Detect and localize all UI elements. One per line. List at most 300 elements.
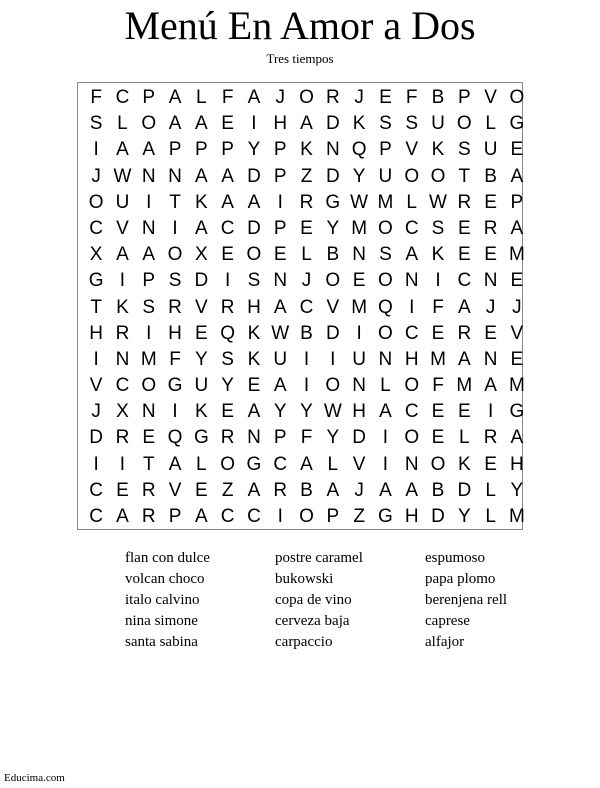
grid-cell[interactable]: E	[300, 217, 313, 239]
grid-cell[interactable]: O	[378, 217, 393, 239]
grid-cell[interactable]: A	[457, 296, 471, 318]
grid-cell[interactable]: M	[508, 375, 525, 397]
grid-cell[interactable]: X	[194, 244, 208, 266]
grid-cell[interactable]: W	[429, 191, 447, 213]
grid-cell[interactable]: V	[194, 296, 208, 318]
grid-cell[interactable]: O	[430, 453, 446, 475]
word-column	[275, 548, 425, 653]
grid-cell[interactable]: D	[325, 322, 340, 344]
grid-row	[83, 399, 530, 425]
grid-cell[interactable]: L	[485, 506, 496, 527]
grid-row	[83, 137, 530, 163]
grid-cell[interactable]: A	[379, 401, 392, 423]
grid-cell[interactable]: A	[142, 139, 156, 161]
grid-cell[interactable]: R	[115, 322, 130, 344]
grid-cell[interactable]: V	[168, 479, 182, 501]
grid-cell[interactable]: K	[247, 322, 261, 344]
grid-cell[interactable]: J	[301, 270, 312, 292]
grid-cell[interactable]: K	[431, 139, 445, 161]
grid-cell[interactable]: I	[224, 270, 231, 292]
grid-cell[interactable]: B	[431, 479, 445, 501]
grid-cell[interactable]: I	[93, 348, 99, 370]
grid-cell[interactable]: C	[404, 217, 419, 239]
grid-cell[interactable]: M	[351, 217, 368, 239]
grid-cell[interactable]: S	[89, 113, 103, 135]
grid-cell[interactable]: H	[247, 296, 261, 318]
grid-cell[interactable]: V	[116, 217, 129, 239]
grid-cell[interactable]: B	[326, 244, 340, 266]
grid-cell[interactable]: O	[404, 427, 420, 449]
grid-cell[interactable]: R	[168, 296, 182, 318]
grid-cell[interactable]: D	[194, 270, 209, 292]
grid-cell[interactable]: R	[220, 296, 235, 318]
grid-cell[interactable]: O	[509, 87, 525, 108]
grid-cell[interactable]: V	[326, 296, 340, 318]
grid-cell[interactable]: E	[431, 401, 445, 423]
grid-cell[interactable]: A	[510, 165, 524, 187]
grid-cell[interactable]: I	[93, 139, 99, 161]
grid-cell[interactable]: N	[352, 244, 366, 266]
grid-cell[interactable]: K	[116, 296, 129, 318]
grid-cell[interactable]: K	[194, 401, 208, 423]
grid-cell[interactable]: O	[167, 244, 183, 266]
grid-cell[interactable]: Y	[247, 139, 261, 161]
grid-cell[interactable]: E	[510, 348, 524, 370]
grid-cell[interactable]: M	[140, 348, 157, 370]
grid-cell[interactable]: J	[275, 87, 285, 108]
grid-cell[interactable]: I	[435, 270, 441, 292]
grid-cell[interactable]: N	[404, 270, 419, 292]
grid-cell[interactable]: U	[273, 348, 288, 370]
grid-cell[interactable]: H	[404, 348, 419, 370]
grid-cell[interactable]: C	[89, 479, 104, 501]
grid-cell[interactable]: O	[325, 375, 341, 397]
grid-cell[interactable]: L	[485, 479, 496, 501]
grid-cell[interactable]: A	[300, 453, 313, 475]
grid-cell[interactable]: O	[325, 270, 341, 292]
grid-cell[interactable]: D	[247, 217, 261, 239]
grid-cell[interactable]: N	[168, 165, 182, 187]
grid-row	[83, 478, 530, 504]
grid-cell[interactable]: H	[352, 401, 366, 423]
grid-cell[interactable]: J	[485, 296, 496, 318]
grid-cell[interactable]: B	[300, 322, 313, 344]
grid-cell[interactable]: L	[406, 191, 417, 213]
grid-cell[interactable]: P	[273, 139, 287, 161]
grid-cell[interactable]: K	[431, 244, 445, 266]
grid-cell[interactable]: A	[142, 244, 156, 266]
grid-cell[interactable]: T	[142, 453, 155, 475]
grid-cell[interactable]: F	[169, 348, 181, 370]
grid-cell[interactable]: R	[457, 191, 472, 213]
grid-cell[interactable]: D	[89, 427, 104, 449]
grid-cell[interactable]: A	[405, 244, 419, 266]
grid-cell[interactable]: O	[88, 191, 104, 213]
grid-cell[interactable]: C	[220, 506, 235, 527]
grid-cell[interactable]: I	[487, 401, 494, 423]
grid-cell[interactable]: A	[273, 296, 287, 318]
grid-cell[interactable]: O	[404, 165, 420, 187]
grid-cell[interactable]: L	[380, 375, 391, 397]
grid-cell[interactable]: I	[277, 506, 283, 527]
grid-cell[interactable]: I	[409, 296, 415, 318]
grid-cell[interactable]: M	[508, 506, 525, 527]
grid-cell[interactable]: D	[352, 427, 366, 449]
grid-cell[interactable]: A	[457, 348, 471, 370]
grid-cell[interactable]: I	[172, 401, 178, 423]
grid-cell[interactable]: R	[483, 217, 498, 239]
grid-cell[interactable]: I	[251, 113, 257, 135]
grid-cell[interactable]: M	[430, 348, 446, 370]
grid-cell[interactable]: E	[142, 427, 156, 449]
grid-cell[interactable]: T	[90, 296, 102, 318]
grid-cell[interactable]: D	[325, 113, 340, 135]
grid-cell[interactable]: C	[115, 87, 130, 108]
grid-cell[interactable]: C	[247, 506, 261, 527]
grid-cell[interactable]: P	[142, 87, 156, 108]
grid-cell[interactable]: A	[510, 427, 524, 449]
grid-cell[interactable]: A	[247, 191, 261, 213]
grid-cell[interactable]: N	[247, 427, 261, 449]
grid-cell[interactable]: R	[115, 427, 130, 449]
grid-cell[interactable]: L	[459, 427, 470, 449]
grid-cell[interactable]: S	[431, 217, 445, 239]
grid-cell[interactable]: L	[196, 87, 207, 108]
grid-cell[interactable]: F	[432, 375, 444, 397]
grid-cell[interactable]: N	[141, 401, 156, 423]
grid-cell[interactable]: E	[352, 270, 366, 292]
grid-cell[interactable]: W	[350, 191, 369, 213]
grid-cell[interactable]: C	[457, 270, 472, 292]
grid-cell[interactable]: K	[457, 453, 471, 475]
grid-cell[interactable]: X	[116, 401, 129, 423]
grid-cell[interactable]: E	[273, 244, 287, 266]
grid-cell[interactable]: L	[196, 453, 207, 475]
grid-cell[interactable]: P	[457, 87, 471, 108]
grid-cell[interactable]: K	[247, 348, 261, 370]
grid-cell[interactable]: J	[512, 296, 522, 318]
grid-cell[interactable]: O	[430, 165, 446, 187]
grid-cell[interactable]: A	[379, 479, 392, 501]
grid-cell[interactable]: L	[117, 113, 128, 135]
grid-cell[interactable]: O	[378, 322, 393, 344]
grid-cell[interactable]: B	[484, 165, 497, 187]
grid-cell[interactable]: P	[510, 191, 524, 213]
grid-cell[interactable]: F	[300, 427, 313, 449]
grid-cell[interactable]: Y	[510, 479, 524, 501]
grid-cell[interactable]: U	[115, 191, 130, 213]
grid-cell[interactable]: E	[431, 427, 445, 449]
grid-cell[interactable]: O	[220, 453, 236, 475]
grid-cell[interactable]: A	[168, 453, 182, 475]
grid-cell[interactable]: V	[405, 139, 419, 161]
grid-cell[interactable]: I	[356, 322, 362, 344]
grid-cell[interactable]: Q	[220, 322, 236, 344]
grid-cell[interactable]: S	[457, 139, 471, 161]
grid-cell[interactable]: A	[116, 139, 129, 161]
grid-cell[interactable]: W	[113, 165, 132, 187]
grid-cell[interactable]: Y	[352, 165, 366, 187]
grid-cell[interactable]: A	[194, 217, 208, 239]
grid-cell[interactable]: U	[431, 113, 445, 135]
grid-cell[interactable]: V	[352, 453, 366, 475]
grid-cell[interactable]: C	[273, 453, 288, 475]
grid-cell[interactable]: N	[378, 348, 393, 370]
grid-row	[83, 242, 530, 268]
grid-cell[interactable]: H	[404, 506, 419, 527]
grid-cell[interactable]: Y	[194, 348, 208, 370]
grid-cell[interactable]: J	[91, 165, 101, 187]
grid-cell[interactable]: G	[167, 375, 183, 397]
grid-cell[interactable]: I	[93, 453, 99, 475]
letter-grid	[83, 85, 530, 530]
grid-cell[interactable]: A	[405, 479, 419, 501]
grid-cell[interactable]: C	[89, 506, 104, 527]
grid-cell[interactable]: F	[221, 87, 234, 108]
grid-cell[interactable]: H	[510, 453, 524, 475]
grid-cell[interactable]: C	[89, 217, 104, 239]
grid-cell[interactable]: D	[325, 165, 340, 187]
grid-cell[interactable]: Y	[273, 401, 287, 423]
grid-cell[interactable]: Z	[353, 506, 365, 527]
grid-cell[interactable]: S	[221, 348, 234, 370]
grid-cell[interactable]: W	[323, 401, 342, 423]
word-item: caprese	[425, 613, 470, 629]
grid-cell[interactable]: I	[119, 270, 126, 292]
grid-cell[interactable]: H	[89, 322, 104, 344]
grid-cell[interactable]: I	[277, 191, 283, 213]
grid-cell[interactable]: H	[168, 322, 182, 344]
grid-cell[interactable]: Y	[300, 401, 313, 423]
grid-cell[interactable]: N	[325, 139, 340, 161]
grid-cell[interactable]: P	[168, 139, 182, 161]
grid-cell[interactable]: E	[510, 139, 524, 161]
grid-cell[interactable]: C	[404, 401, 419, 423]
grid-cell[interactable]: E	[247, 375, 261, 397]
grid-cell[interactable]: O	[246, 244, 262, 266]
grid-cell[interactable]: C	[404, 322, 419, 344]
grid-cell[interactable]: J	[354, 87, 364, 108]
grid-cell[interactable]: P	[142, 270, 156, 292]
grid-cell[interactable]: N	[352, 375, 366, 397]
grid-cell[interactable]: W	[271, 322, 290, 344]
grid-cell[interactable]: C	[115, 375, 130, 397]
grid-cell[interactable]: U	[352, 348, 366, 370]
grid-cell[interactable]: P	[273, 217, 287, 239]
grid-cell[interactable]: E	[484, 244, 497, 266]
grid-cell[interactable]: L	[485, 113, 496, 135]
grid-cell[interactable]: Y	[221, 375, 234, 397]
grid-cell[interactable]: O	[141, 113, 157, 135]
grid-cell[interactable]: A	[221, 191, 234, 213]
grid-cell[interactable]: R	[141, 479, 156, 501]
grid-cell[interactable]: E	[194, 479, 208, 501]
grid-cell[interactable]: V	[510, 322, 524, 344]
grid-cell[interactable]: A	[484, 375, 497, 397]
word-item: italo calvino	[125, 592, 200, 608]
grid-cell[interactable]: R	[273, 479, 288, 501]
grid-cell[interactable]: J	[354, 479, 364, 501]
grid-cell[interactable]: S	[379, 244, 392, 266]
grid-cell[interactable]: N	[141, 165, 156, 187]
grid-cell[interactable]: I	[146, 191, 152, 213]
grid-cell[interactable]: B	[431, 87, 445, 108]
grid-cell[interactable]: I	[172, 217, 178, 239]
grid-cell[interactable]: C	[299, 296, 314, 318]
grid-cell[interactable]: R	[325, 87, 340, 108]
grid-cell[interactable]: A	[194, 506, 208, 527]
grid-cell[interactable]: P	[168, 506, 182, 527]
grid-cell[interactable]: F	[90, 87, 102, 108]
grid-cell[interactable]: N	[141, 217, 156, 239]
grid-cell[interactable]: K	[300, 139, 313, 161]
grid-cell[interactable]: E	[431, 322, 445, 344]
grid-cell[interactable]: G	[246, 453, 262, 475]
grid-cell[interactable]: E	[221, 244, 234, 266]
grid-cell[interactable]: E	[116, 479, 129, 501]
grid-cell[interactable]: N	[483, 348, 498, 370]
grid-cell[interactable]: G	[378, 506, 393, 527]
grid-cell[interactable]: G	[509, 113, 525, 135]
grid-cell[interactable]: I	[119, 453, 126, 475]
grid-cell[interactable]: G	[88, 270, 104, 292]
grid-cell[interactable]: Z	[221, 479, 234, 501]
grid-cell[interactable]: Q	[351, 139, 367, 161]
grid-cell[interactable]: A	[247, 87, 261, 108]
grid-cell[interactable]: E	[194, 322, 208, 344]
grid-cell[interactable]: F	[405, 87, 418, 108]
grid-cell[interactable]: A	[510, 217, 524, 239]
grid-cell[interactable]: A	[273, 375, 287, 397]
grid-cell[interactable]: I	[382, 453, 389, 475]
grid-cell[interactable]: A	[326, 479, 340, 501]
grid-cell[interactable]: P	[326, 506, 340, 527]
grid-cell[interactable]: E	[484, 322, 497, 344]
grid-cell[interactable]: D	[247, 165, 261, 187]
grid-cell[interactable]: K	[194, 191, 208, 213]
grid-cell[interactable]: D	[457, 479, 472, 501]
grid-cell[interactable]: N	[404, 453, 419, 475]
grid-cell[interactable]: J	[91, 401, 101, 423]
grid-cell[interactable]: E	[510, 270, 524, 292]
grid-cell[interactable]: E	[221, 113, 234, 135]
grid-cell[interactable]: E	[484, 453, 497, 475]
grid-cell[interactable]: Y	[326, 427, 340, 449]
grid-cell[interactable]: A	[168, 87, 182, 108]
grid-cell[interactable]: Y	[326, 217, 340, 239]
grid-cell[interactable]: E	[221, 401, 234, 423]
grid-cell[interactable]: I	[146, 322, 152, 344]
grid-cell[interactable]: M	[456, 375, 473, 397]
grid-cell[interactable]: I	[303, 348, 310, 370]
grid-cell[interactable]: P	[273, 165, 287, 187]
grid-cell[interactable]: P	[221, 139, 234, 161]
grid-cell[interactable]: B	[300, 479, 313, 501]
grid-cell[interactable]: A	[247, 401, 261, 423]
grid-cell[interactable]: S	[247, 270, 261, 292]
grid-cell[interactable]: U	[194, 375, 209, 397]
grid-cell[interactable]: S	[142, 296, 156, 318]
grid-cell[interactable]: G	[325, 191, 341, 213]
grid-cell[interactable]: O	[141, 375, 157, 397]
grid-cell[interactable]: A	[221, 165, 234, 187]
grid-cell[interactable]: A	[116, 244, 129, 266]
grid-cell[interactable]: Z	[300, 165, 313, 187]
grid-cell[interactable]: N	[483, 270, 498, 292]
grid-cell[interactable]: E	[484, 191, 497, 213]
grid-cell[interactable]: U	[378, 165, 393, 187]
grid-cell[interactable]: S	[168, 270, 182, 292]
grid-cell[interactable]: H	[273, 113, 288, 135]
grid-cell[interactable]: T	[458, 165, 471, 187]
grid-cell[interactable]: M	[508, 244, 525, 266]
grid-cell[interactable]: A	[194, 113, 208, 135]
grid-cell[interactable]: M	[351, 296, 368, 318]
grid-cell[interactable]: R	[141, 506, 156, 527]
grid-cell[interactable]: N	[273, 270, 288, 292]
grid-cell[interactable]: O	[456, 113, 472, 135]
grid-cell[interactable]: Q	[167, 427, 183, 449]
grid-cell[interactable]: M	[377, 191, 394, 213]
grid-cell[interactable]: P	[194, 139, 208, 161]
grid-cell[interactable]: E	[457, 244, 471, 266]
grid-cell[interactable]: I	[330, 348, 336, 370]
grid-cell[interactable]: G	[509, 401, 525, 423]
grid-cell[interactable]: O	[404, 375, 420, 397]
grid-cell[interactable]: A	[300, 113, 313, 135]
grid-cell[interactable]: R	[483, 427, 498, 449]
page-subtitle: Tres tiempos	[266, 51, 334, 66]
grid-cell[interactable]: E	[457, 401, 471, 423]
grid-cell[interactable]: P	[273, 427, 287, 449]
grid-cell[interactable]: A	[247, 479, 261, 501]
grid-cell[interactable]: N	[115, 348, 130, 370]
grid-cell[interactable]: F	[432, 296, 444, 318]
grid-cell[interactable]: E	[457, 217, 471, 239]
grid-cell[interactable]: R	[299, 191, 314, 213]
grid-cell[interactable]: I	[382, 427, 389, 449]
grid-cell[interactable]: L	[301, 244, 312, 266]
grid-cell[interactable]: O	[299, 87, 314, 108]
grid-cell[interactable]: V	[89, 375, 103, 397]
grid-row	[83, 190, 530, 216]
grid-cell[interactable]: U	[483, 139, 498, 161]
grid-cell[interactable]: V	[484, 87, 497, 108]
grid-cell[interactable]: R	[457, 322, 472, 344]
grid-cell[interactable]: P	[379, 139, 392, 161]
grid-cell[interactable]: Y	[457, 506, 471, 527]
grid-cell[interactable]: G	[193, 427, 209, 449]
grid-cell[interactable]: A	[194, 165, 208, 187]
grid-cell[interactable]: D	[431, 506, 445, 527]
grid-cell[interactable]: I	[303, 375, 310, 397]
grid-cell[interactable]: L	[327, 453, 339, 475]
grid-cell[interactable]: Q	[378, 296, 393, 318]
grid-cell[interactable]: A	[116, 506, 129, 527]
grid-cell[interactable]: K	[352, 113, 366, 135]
grid-cell[interactable]: E	[379, 87, 392, 108]
grid-cell[interactable]: R	[220, 427, 235, 449]
grid-cell[interactable]: C	[220, 217, 235, 239]
grid-cell[interactable]: X	[89, 244, 103, 266]
grid-cell[interactable]: O	[299, 506, 314, 527]
grid-cell[interactable]: O	[378, 270, 393, 292]
grid-cell[interactable]: T	[169, 191, 181, 213]
word-item: copa de vino	[275, 592, 352, 608]
grid-cell[interactable]: S	[379, 113, 392, 135]
grid-cell[interactable]: A	[168, 113, 182, 135]
grid-cell[interactable]: S	[405, 113, 419, 135]
